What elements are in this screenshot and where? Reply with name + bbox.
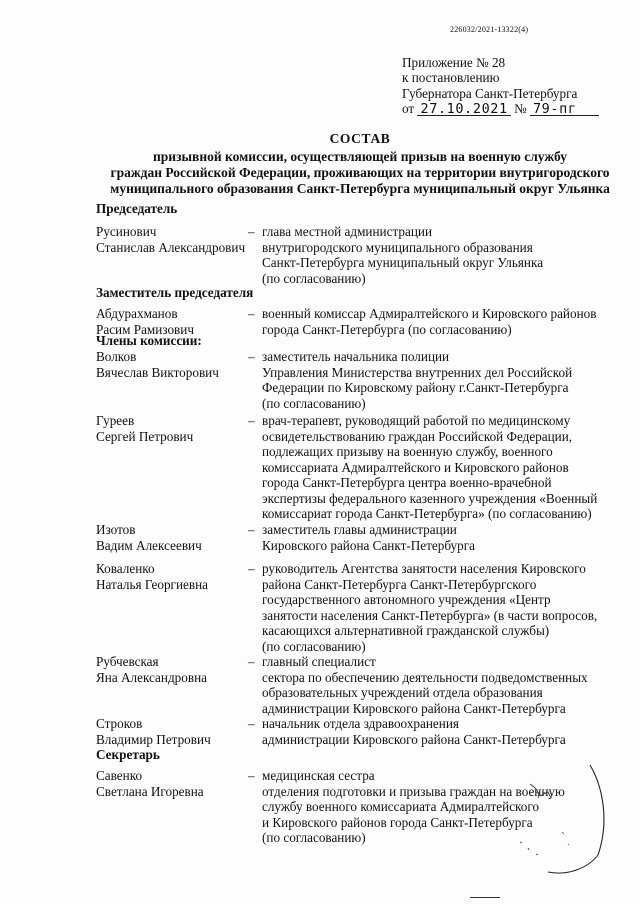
entry-surname: Изотов [96, 522, 136, 537]
date-prefix: от [402, 101, 415, 117]
entry-surname: Рубчевская [96, 654, 159, 669]
entry-given-names: Вячеслав Викторович [96, 364, 219, 380]
entry-position: глава местной администрации внутригородского муниципального образования Санкт-Петербурга муниципальный округ Ульянка (по согласованию) [262, 224, 544, 286]
entry-position: военный комиссар Адмиралтейского и Кировского районов города Санкт-Петербурга (по согласованию) [262, 306, 597, 337]
entry-position: заместитель начальника полиции Управления Министерства внутренних дел Российской Федерации по Кировскому району г.Санкт-Петербурга (по согласованию) [262, 349, 573, 411]
decree-date: 27.10.2021 [417, 103, 510, 116]
entry-position: главный специалист сектора по обеспечению деятельности подведомственных образовательных учреждений отдела образования администрации Кировского района Санкт-Петербурга [262, 654, 588, 716]
decree-number: 79-пг [530, 103, 599, 116]
appendix-block [402, 55, 599, 117]
entry-given-names: Светлана Игоревна [96, 783, 204, 799]
appendix-line-3: Губернатора Санкт-Петербурга [402, 85, 578, 101]
entry-surname: Коваленко [96, 561, 155, 576]
entry-dash: – [248, 522, 255, 537]
handwritten-signature-mark [470, 760, 620, 885]
entry-surname: Строков [96, 716, 143, 731]
number-prefix: № [514, 101, 527, 117]
entry-surname: Волков [96, 349, 137, 364]
entry-given-names: Расим Рамизович [96, 321, 194, 337]
entry-surname: Савенко [96, 768, 143, 783]
entry-given-names: Владимир Петрович [96, 731, 211, 747]
entry-dash: – [248, 306, 255, 321]
entry-position: заместитель главы администрации Кировского района Санкт-Петербурга [262, 522, 475, 553]
entry-position: врач-терапевт, руководящий работой по медицинскому освидетельствованию граждан Российской Федерации, подлежащих призыву на военную службу, военного комиссариата Адмиралтейского и Кировского районов города Санкт-Петербурга центра военно-врачебной экспертизы федерального казенного учреждения «Военный комиссариат города Санкт-Петербурга» (по согласованию) [262, 413, 598, 521]
title-line-2: граждан Российской Федерации, проживающих на территории внутригородского [110, 165, 610, 180]
entry-surname: Русинович [96, 224, 157, 239]
registration-number: 226032/2021-13322(4) [450, 25, 529, 34]
entry-dash: – [248, 224, 255, 239]
entry-position: руководитель Агентства занятости населения Кировского района Санкт-Петербурга Санкт-Петербургского государственного автономного учреждения «Центр занятости населения Санкт-Петербурга» (в части вопросов, касающихся альтернативной гражданской службы) (по согласованию) [262, 561, 598, 654]
entry-given-names: Наталья Георгиевна [96, 576, 209, 592]
entry-given-names: Яна Александровна [96, 669, 207, 685]
entry-position: медицинская сестра отделения подготовки и призыва граждан на военную службу военного комиссариата Адмиралтейского и Кировского районов города Санкт-Петербурга (по согласованию) [262, 768, 565, 845]
footer-rule [470, 897, 500, 898]
entry-surname: Абдурахманов [96, 306, 178, 321]
entry-surname: Гуреев [96, 413, 135, 428]
entry-position: начальник отдела здравоохранения администрации Кировского района Санкт-Петербурга [262, 716, 566, 747]
title-main: СОСТАВ [329, 131, 391, 146]
entry-dash: – [248, 768, 255, 783]
document-title [100, 131, 620, 197]
section-chairman: Председатель [96, 201, 178, 216]
entry-dash: – [248, 654, 255, 669]
section-members: Члены комиссии: [96, 333, 202, 348]
section-secretary: Секретарь [96, 747, 160, 762]
entry-given-names: Вадим Алексеевич [96, 537, 202, 553]
entry-dash: – [248, 561, 255, 576]
appendix-line-1: Приложение № 28 [402, 55, 506, 70]
entry-given-names: Станислав Александрович [96, 239, 246, 255]
entry-given-names: Сергей Петрович [96, 428, 194, 444]
section-deputy: Заместитель председателя [96, 285, 254, 300]
appendix-date-line [402, 101, 599, 116]
entry-dash: – [248, 716, 255, 731]
title-line-1: призывной комиссии, осуществляющей призыв на военную службу [153, 149, 567, 164]
appendix-line-2: к постановлению [402, 70, 500, 86]
entry-dash: – [248, 413, 255, 428]
entry-dash: – [248, 349, 255, 364]
title-line-3: муниципального образования Санкт-Петербурга муниципальный округ Ульянка [110, 181, 610, 196]
